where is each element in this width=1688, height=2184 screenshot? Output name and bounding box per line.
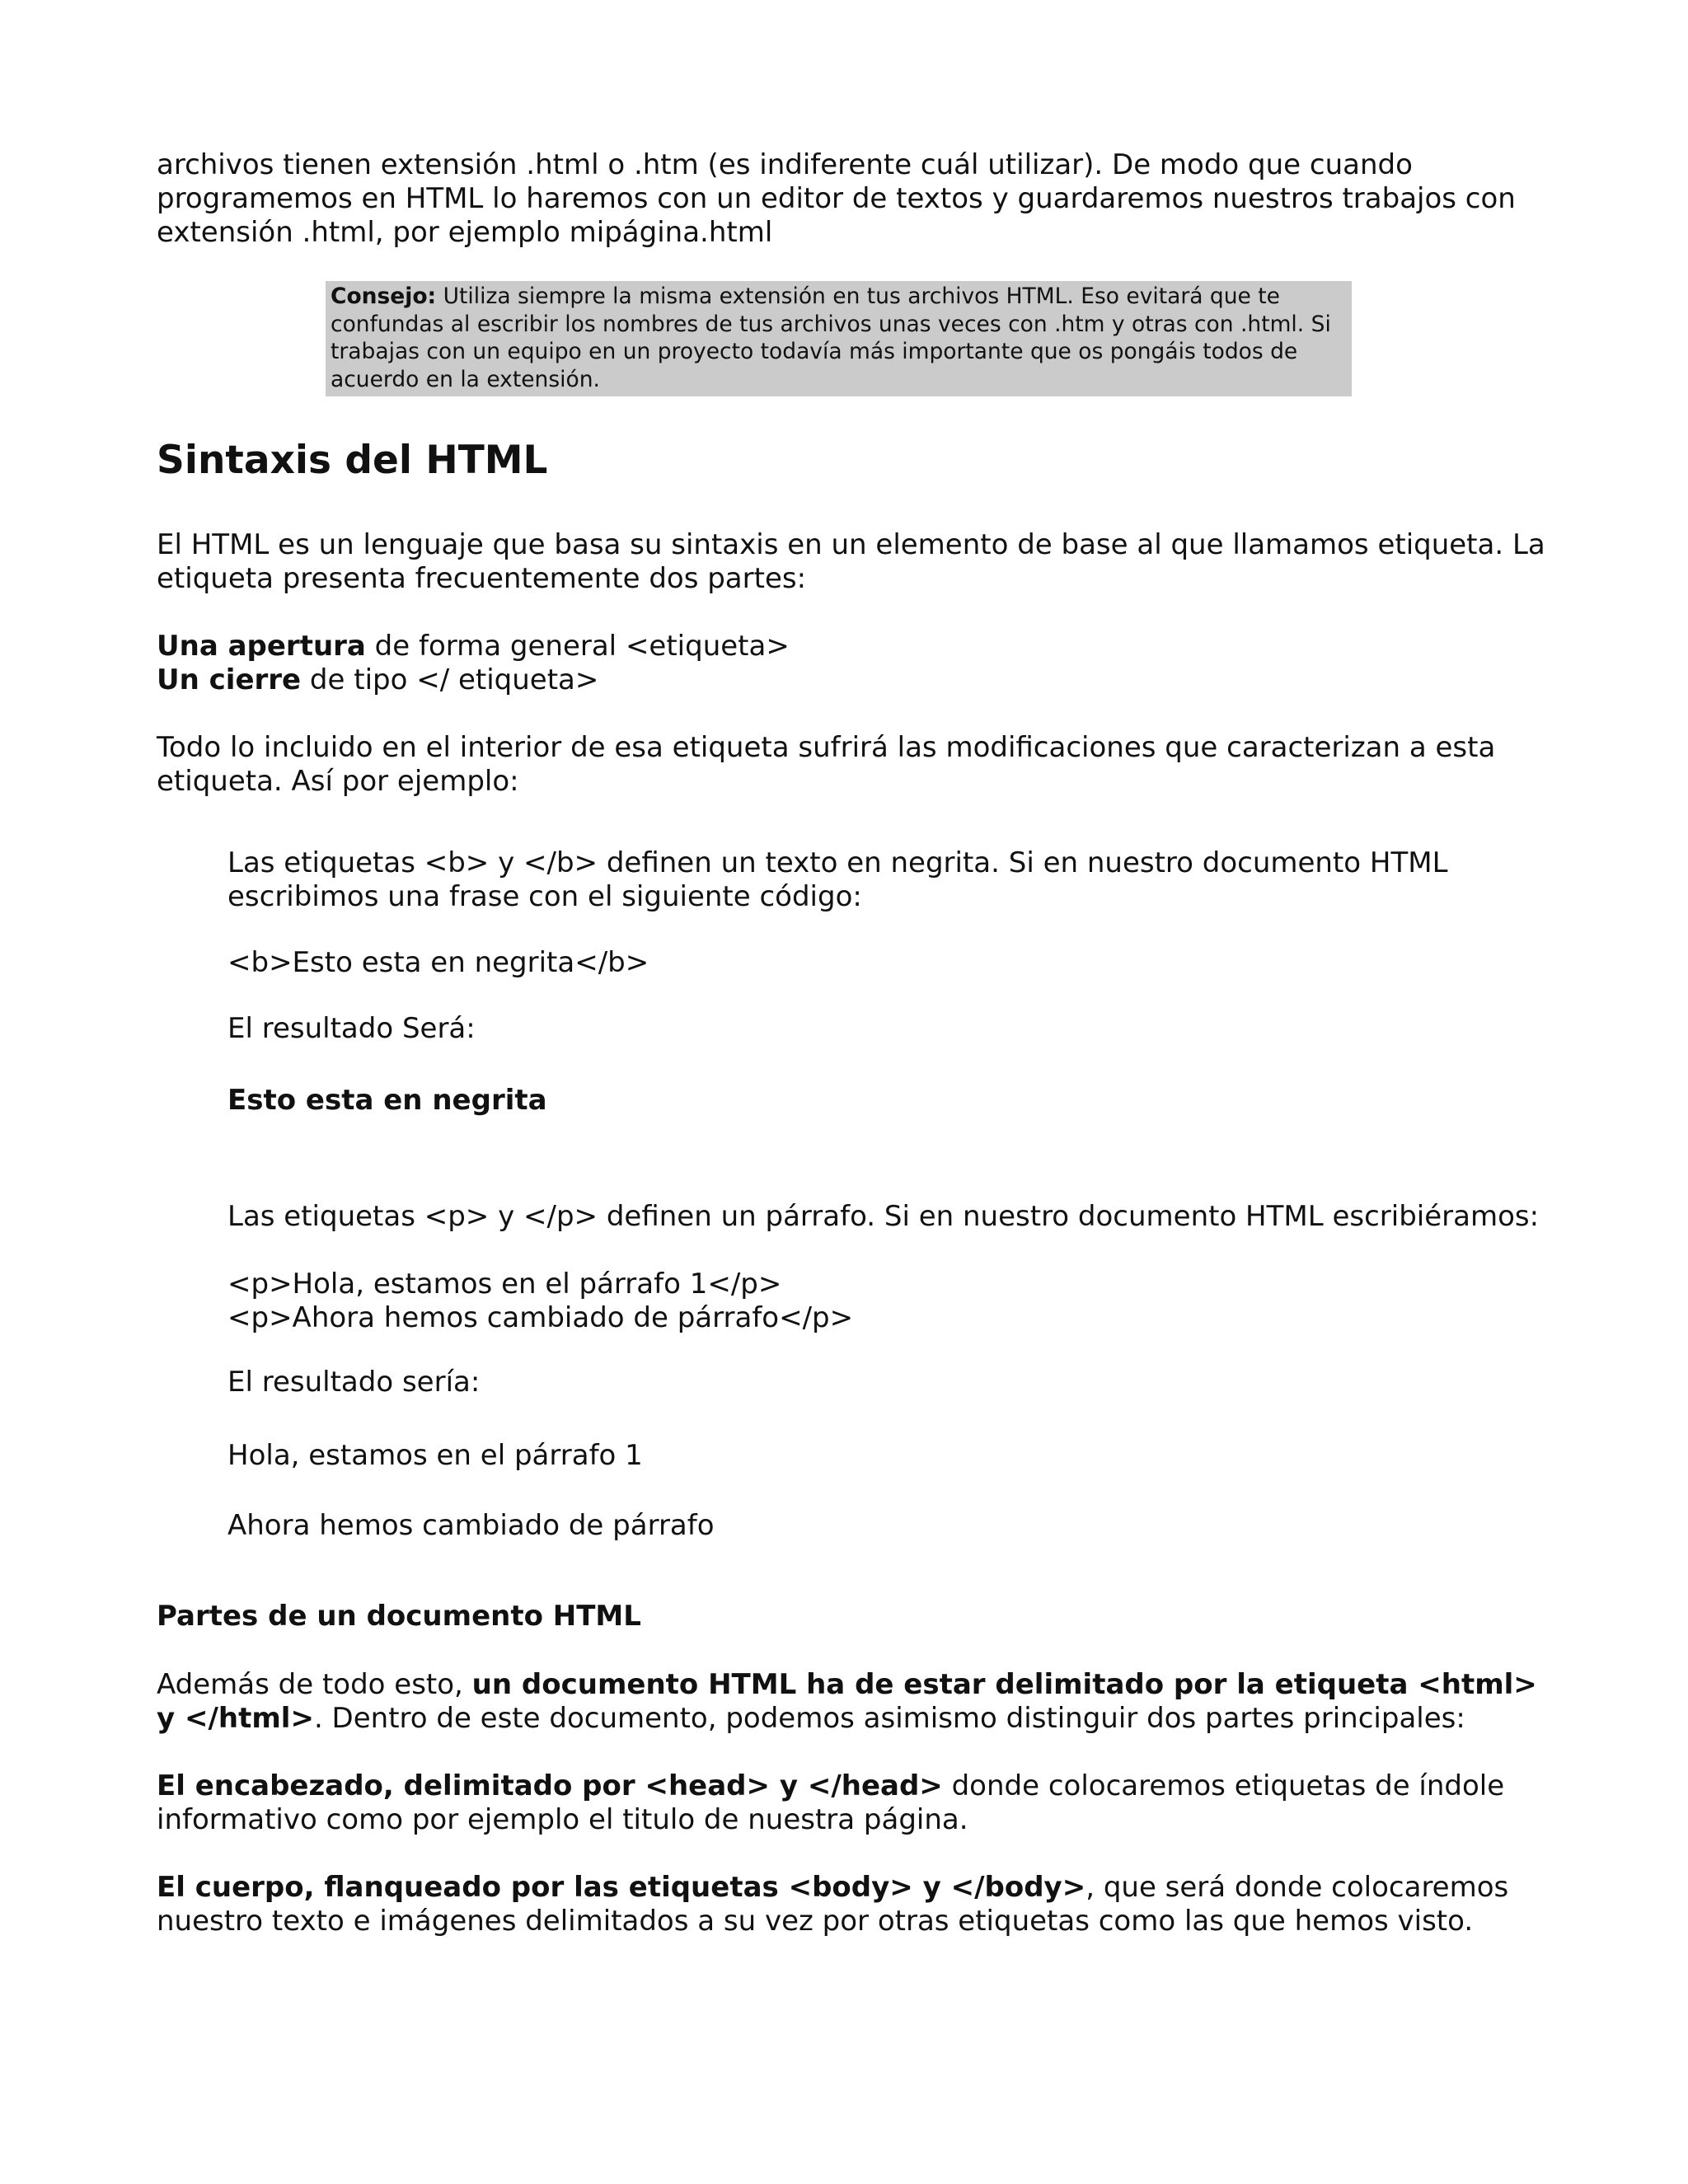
example-paragraph-block [227, 1200, 1550, 1543]
closing-label: Un cierre [157, 663, 302, 696]
tip-label: Consejo: [331, 284, 437, 309]
modification-paragraph: Todo lo incluido en el interior de esa etiqueta sufrirá las modificaciones que caracterizan a esta etiqueta. Así por ejemplo: [157, 731, 1496, 798]
intro-paragraph: archivos tienen extensión .html o .htm (es indiferente cuál utilizar). De modo que cuando programemos en HTML lo haremos con un editor de textos y guardaremos nuestros trabajos con extensión .html, por ejemplo mipágina.html [157, 148, 1516, 249]
document-page [157, 148, 1550, 1938]
document-parts-paragraph: Además de todo esto, un documento HTML ha de estar delimitado por la etiqueta <html> y </html>. Dentro de este documento, podemos asimismo distinguir dos partes principales: [157, 1668, 1537, 1735]
head-part-paragraph: El encabezado, delimitado por <head> y </head> donde colocaremos etiquetas de índole informativo como por ejemplo el titulo de nuestra página. [157, 1769, 1505, 1836]
example-bold-result-label: El resultado Será: [227, 1012, 476, 1045]
subsection-title: Partes de un documento HTML [157, 1600, 641, 1633]
opening-label: Una apertura [157, 630, 366, 663]
tip-text: Utiliza siempre la misma extensión en tus archivos HTML. Eso evitará que te confundas al escribir los nombres de tus archivos unas veces con .htm y otras con .html. Si trabajas con un equipo en un proyecto todavía más importante que os pongáis todos de acuerdo en la extensión. [331, 284, 1331, 392]
example-bold-result: Esto esta en negrita [227, 1084, 547, 1117]
example-paragraph-description: Las etiquetas <p> y </p> definen un párrafo. Si en nuestro documento HTML escribiéramos: [227, 1200, 1540, 1233]
example-bold-block [227, 846, 1550, 1118]
example-paragraph-result-1: Hola, estamos en el párrafo 1 [227, 1439, 643, 1472]
tip-box [326, 281, 1352, 396]
example-paragraph-result-2: Ahora hemos cambiado de párrafo [227, 1509, 715, 1542]
syntax-intro-paragraph: El HTML es un lenguaje que basa su sintaxis en un elemento de base al que llamamos etiqueta. La etiqueta presenta frecuentemente dos partes: [157, 528, 1545, 595]
opening-text: de forma general <etiqueta> [365, 630, 790, 663]
example-bold-description: Las etiquetas <b> y </b> definen un texto en negrita. Si en nuestro documento HTML escribimos una frase con el siguiente código: [227, 846, 1448, 913]
example-paragraph-result-label: El resultado sería: [227, 1366, 481, 1399]
example-paragraph-code-1: <p>Hola, estamos en el párrafo 1</p> [227, 1268, 782, 1301]
opening-tag-line [157, 630, 1550, 663]
closing-tag-line [157, 663, 1550, 697]
example-paragraph-code-2: <p>Ahora hemos cambiado de párrafo</p> [227, 1301, 854, 1334]
closing-text: de tipo </ etiqueta> [301, 663, 599, 696]
section-title: Sintaxis del HTML [157, 438, 548, 483]
example-bold-code: <b>Esto esta en negrita</b> [227, 946, 649, 979]
body-part-paragraph: El cuerpo, flanqueado por las etiquetas <body> y </body>, que será donde colocaremos nuestro texto e imágenes delimitados a su vez por otras etiquetas como las que hemos visto. [157, 1871, 1509, 1938]
